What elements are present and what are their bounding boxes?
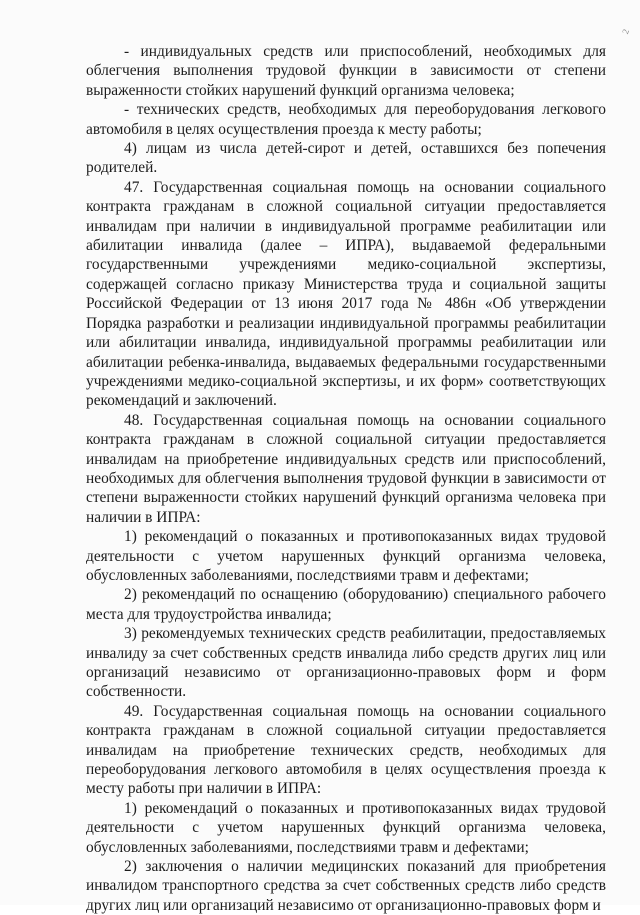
list-item-orphans: 4) лицам из числа детей-сирот и детей, оставшихся без попечения родителей.: [86, 140, 606, 177]
paragraph-49-item-2: 2) заключения о наличии медицинских показаний для приобретения инвалидом транспортного средства за счет собственных средств либо средств других лиц или организаций независимо от организационно-правовых форм и: [86, 858, 606, 914]
paragraph-47: 47. Государственная социальная помощь на основании социального контракта гражданам в сложной социальной ситуации предоставляется инвалидам при наличии в индивидуальной программе реабилитации или абилитации инвалида (далее – ИПРА), выдаваемой федеральными государственными учреждениями медико-социальной экспертизы, содержащей согласно приказу Министерства труда и социальной защиты Российской Федерации от 13 июня 2017 года № 486н «Об утверждении Порядка разработки и реализации индивидуальной программы реабилитации или абилитации инвалида, индивидуальной программы реабилитации или абилитации ребенка-инвалида, выдаваемых федеральными государственными учреждениями медико-социальной экспертизы, и их форм» соответствующих рекомендаций и заключений.: [86, 178, 606, 410]
page-number: 2: [619, 26, 631, 36]
document-body: [86, 42, 606, 915]
list-item-technical-means: - технических средств, необходимых для переоборудования легкового автомобиля в целях осуществления проезда к месту работы;: [86, 101, 606, 138]
list-item-individual-means: - индивидуальных средств или приспособлений, необходимых для облегчения выполнения трудовой функции в зависимости от степени выраженности стойких нарушений функций организма человека;: [86, 43, 606, 99]
paragraph-49: 49. Государственная социальная помощь на основании социального контракта гражданам в сложной социальной ситуации предоставляется инвалидам на приобретение технических средств, необходимых для переоборудования легкового автомобиля в целях осуществления проезда к месту работы при наличии в ИПРА:: [86, 702, 606, 798]
paragraph-48-item-2: 2) рекомендаций по оснащению (оборудованию) специального рабочего места для трудоустройства инвалида;: [86, 586, 606, 623]
paragraph-48-item-3: 3) рекомендуемых технических средств реабилитации, предоставляемых инвалиду за счет собственных средств инвалида либо средств других лиц или организаций независимо от организационно-правовых форм и форм собственности.: [86, 625, 606, 701]
paragraph-49-item-1: 1) рекомендаций о показанных и противопоказанных видах трудовой деятельности с учетом нарушенных функций организма человека, обусловленных заболеваниями, последствиями травм и дефектами;: [86, 799, 606, 856]
paragraph-48-item-1: 1) рекомендаций о показанных и противопоказанных видах трудовой деятельности с учетом нарушенных функций организма человека, обусловленных заболеваниями, последствиями травм и дефектами;: [86, 528, 606, 584]
paragraph-48: 48. Государственная социальная помощь на основании социального контракта гражданам в сложной социальной ситуации предоставляется инвалидам на приобретение индивидуальных средств или приспособлений, необходимых для облегчения выполнения трудовой функции в зависимости от степени выраженности стойких нарушений функций организма человека при наличии в ИПРА:: [86, 411, 606, 526]
